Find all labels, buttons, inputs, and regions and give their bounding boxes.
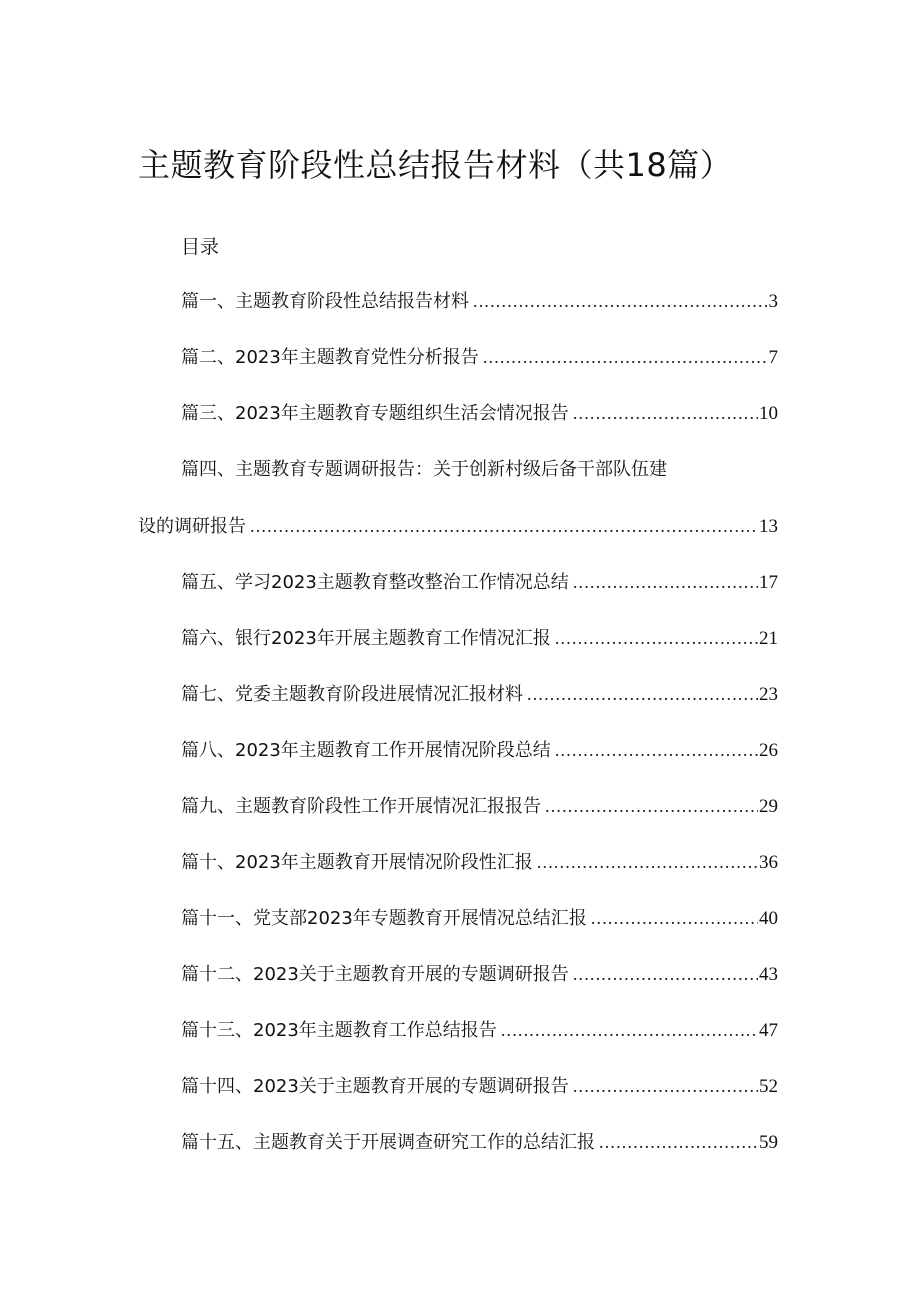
toc-entry[interactable] [181, 1072, 778, 1098]
toc-entry-page: 7 [768, 347, 778, 368]
dot-leader [483, 347, 768, 368]
toc-entry[interactable] [181, 680, 778, 706]
toc-entry[interactable] [181, 624, 778, 650]
dot-leader [537, 852, 758, 873]
dot-leader [591, 908, 758, 929]
toc-entry-title: 篇十一、党支部2023年专题教育开展情况总结汇报 [181, 908, 587, 929]
toc-entry-page: 13 [759, 516, 778, 537]
toc-entry-page: 40 [759, 908, 778, 929]
dot-leader [555, 740, 758, 761]
toc-entry-page: 26 [759, 740, 778, 761]
toc-entry[interactable] [181, 399, 778, 425]
toc-entry-page: 21 [759, 628, 778, 649]
toc-heading: 目录 [181, 236, 220, 258]
toc-entry-page: 17 [759, 572, 778, 593]
toc-entry-title: 篇二、2023年主题教育党性分析报告 [181, 347, 479, 368]
dot-leader [555, 628, 758, 649]
toc-entry-title: 篇十五、主题教育关于开展调查研究工作的总结汇报 [181, 1132, 595, 1153]
toc-entry-title: 篇十二、2023关于主题教育开展的专题调研报告 [181, 964, 569, 985]
toc-entry-page: 47 [759, 1020, 778, 1041]
toc-entry-title: 篇九、主题教育阶段性工作开展情况汇报报告 [181, 796, 541, 817]
toc-entry[interactable] [181, 848, 778, 874]
toc-entry-title: 篇一、主题教育阶段性总结报告材料 [181, 291, 469, 312]
toc-entry-title: 篇五、学习2023主题教育整改整治工作情况总结 [181, 572, 569, 593]
dot-leader [599, 1132, 758, 1153]
toc-entry-title: 篇三、2023年主题教育专题组织生活会情况报告 [181, 403, 569, 424]
toc-entry-title: 篇七、党委主题教育阶段进展情况汇报材料 [181, 684, 523, 705]
toc-entry-title: 篇十三、2023年主题教育工作总结报告 [181, 1020, 497, 1041]
toc-entry-title: 篇八、2023年主题教育工作开展情况阶段总结 [181, 740, 551, 761]
dot-leader [573, 403, 758, 424]
toc-entry-page: 3 [768, 291, 778, 312]
toc-entry-page: 59 [759, 1132, 778, 1153]
dot-leader [473, 291, 768, 312]
dot-leader [250, 516, 758, 537]
toc-entry[interactable] [138, 512, 778, 538]
toc-entry-page: 10 [759, 403, 778, 424]
dot-leader [573, 572, 758, 593]
toc-entry-page: 36 [759, 852, 778, 873]
toc-entry-page: 52 [759, 1076, 778, 1097]
toc-entry[interactable] [181, 343, 778, 369]
toc-entry[interactable] [181, 287, 778, 313]
toc-entry-page: 23 [759, 684, 778, 705]
toc-entry[interactable] [181, 1016, 778, 1042]
toc-entry-title: 篇四、主题教育专题调研报告：关于创新村级后备干部队伍建 [181, 459, 667, 480]
toc-entry-page: 43 [759, 964, 778, 985]
toc-entry[interactable] [181, 904, 778, 930]
toc-entry-title-continuation: 设的调研报告 [138, 516, 246, 537]
toc-entry[interactable] [181, 960, 778, 986]
toc-entry-title: 篇十、2023年主题教育开展情况阶段性汇报 [181, 852, 533, 873]
toc-entry-title: 篇六、银行2023年开展主题教育工作情况汇报 [181, 628, 551, 649]
document-title: 主题教育阶段性总结报告材料（共18篇） [138, 146, 733, 184]
toc-entry[interactable] [181, 736, 778, 762]
toc-entry[interactable] [181, 568, 778, 594]
toc-entry[interactable] [181, 792, 778, 818]
toc-entry-first-line[interactable] [181, 455, 778, 481]
toc-entry-page: 29 [759, 796, 778, 817]
dot-leader [527, 684, 758, 705]
dot-leader [545, 796, 758, 817]
dot-leader [573, 1076, 758, 1097]
toc-entry[interactable] [181, 1128, 778, 1154]
toc-entry-title: 篇十四、2023关于主题教育开展的专题调研报告 [181, 1076, 569, 1097]
dot-leader [573, 964, 758, 985]
dot-leader [501, 1020, 758, 1041]
